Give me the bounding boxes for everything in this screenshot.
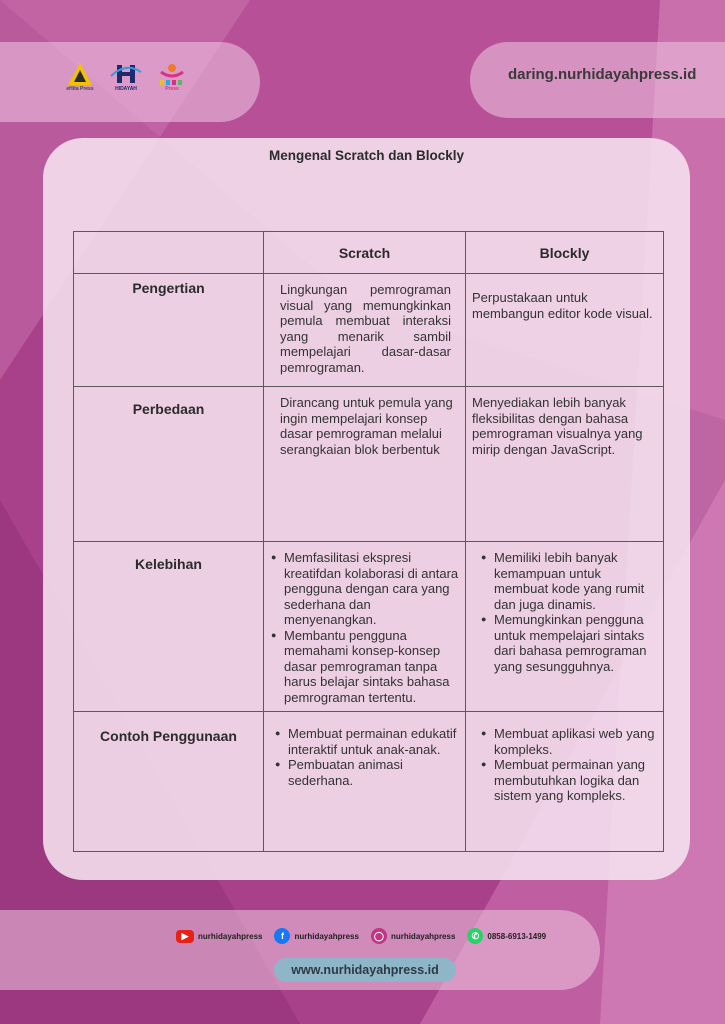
bullet-list <box>472 726 657 804</box>
instagram-icon: ◯ <box>371 928 387 944</box>
list-item: ● Memfasilitasi ekspresi kreatifdan kolaborasi di antara pengguna dengan cara yang sederhana dan menyenangkan. <box>282 550 459 628</box>
youtube-icon: ▶ <box>176 930 194 943</box>
kids-logo: Press <box>154 62 190 92</box>
youtube-link[interactable] <box>176 930 262 943</box>
instagram-handle: nurhidayahpress <box>390 931 456 941</box>
list-item: ● Pembuatan animasi sederhana. <box>286 757 459 788</box>
cell-text: Lingkungan pemrograman visual yang memungkinkan pemula membuat interaksi yang menarik sambil mempelajari dasar-dasar pemrograman. <box>280 282 451 375</box>
youtube-handle: nurhidayahpress <box>198 931 263 941</box>
row-label: Kelebihan <box>74 542 264 712</box>
comparison-table <box>73 231 664 852</box>
bullet-list <box>472 550 657 674</box>
blockly-cell <box>466 712 664 852</box>
scratch-cell <box>264 712 466 852</box>
instagram-link[interactable] <box>371 928 455 944</box>
whatsapp-link[interactable] <box>467 928 546 944</box>
scratch-cell <box>264 542 466 712</box>
elhita-logo: eHita Press <box>62 62 98 92</box>
row-label: Perbedaan <box>74 387 264 542</box>
header-scratch: Scratch <box>264 232 466 274</box>
row-label: Pengertian <box>74 274 264 387</box>
list-item: ● Membuat permainan yang membutuhkan logika dan sistem yang kompleks. <box>492 757 657 804</box>
bullet-list <box>270 726 459 788</box>
publisher-logos <box>62 62 190 92</box>
list-item: ● Memungkinkan pengguna untuk mempelajari sintaks dari bahasa pemrograman yang sesungguhnya. <box>492 612 657 674</box>
facebook-handle: nurhidayahpress <box>294 931 359 941</box>
table-row <box>74 712 664 852</box>
list-item: ● Membuat permainan edukatif interaktif untuk anak-anak. <box>286 726 459 757</box>
table-row <box>74 274 664 387</box>
list-item: ● Membuat aplikasi web yang kompleks. <box>492 726 657 757</box>
header-blockly: Blockly <box>466 232 664 274</box>
cell-text: Perpustakaan untuk membangun editor kode visual. <box>472 290 653 321</box>
content-card <box>43 138 690 880</box>
social-links <box>176 928 546 944</box>
scratch-cell <box>264 387 466 542</box>
cell-text: Menyediakan lebih banyak fleksibilitas dengan bahasa pemrograman visualnya yang mirip dengan JavaScript. <box>472 395 643 457</box>
whatsapp-number: 0858-6913-1499 <box>487 931 547 941</box>
header-empty <box>74 232 264 274</box>
whatsapp-icon: ✆ <box>467 928 483 944</box>
facebook-link[interactable] <box>274 928 358 944</box>
table-row <box>74 542 664 712</box>
list-item: ● Memiliki lebih banyak kemampuan untuk membuat kode yang rumit dan juga dinamis. <box>492 550 657 612</box>
site-url[interactable]: daring.nurhidayahpress.id <box>508 66 697 83</box>
facebook-icon: f <box>274 928 290 944</box>
table-header-row <box>74 232 664 274</box>
cell-text: Dirancang untuk pemula yang ingin mempelajari konsep dasar pemrograman melalui serangkaian blok berbentuk <box>280 395 453 457</box>
blockly-cell <box>466 387 664 542</box>
row-label: Contoh Penggunaan <box>74 712 264 852</box>
document-title: Mengenal Scratch dan Blockly <box>268 148 465 163</box>
list-item: ● Membantu pengguna memahami konsep-konsep dasar pemrograman tanpa harus belajar sintaks bahasa pemrograman tertentu. <box>282 628 459 706</box>
table-row <box>74 387 664 542</box>
website-link[interactable]: www.nurhidayahpress.id <box>274 958 456 982</box>
scratch-cell <box>264 274 466 387</box>
blockly-cell <box>466 542 664 712</box>
bullet-list <box>270 550 459 705</box>
blockly-cell <box>466 274 664 387</box>
hidayah-logo: HIDAYAH <box>108 62 144 92</box>
